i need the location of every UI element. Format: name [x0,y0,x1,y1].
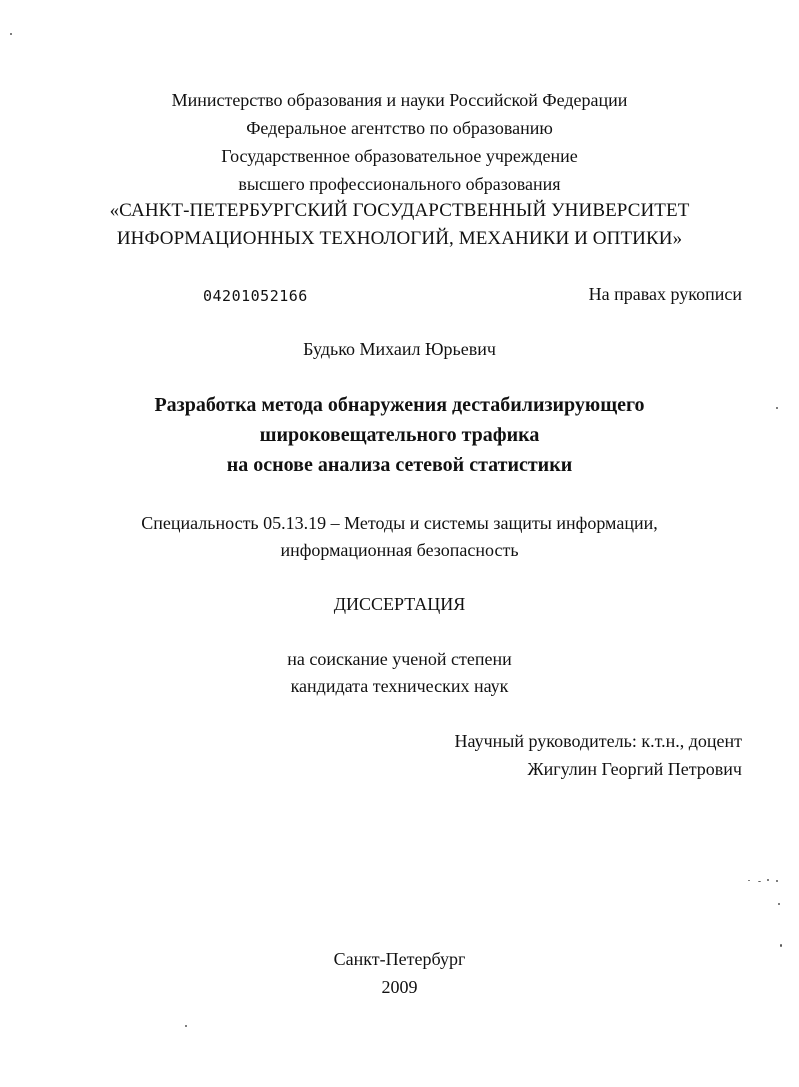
year: 2009 [381,977,418,997]
supervisor-line1: Научный руководитель: к.т.н., доцент [454,731,742,751]
scan-speck [776,880,778,882]
institution-line: Государственное образовательное учреждение [221,146,578,166]
education-level-line: высшего профессионального образования [238,174,561,194]
scan-speck [778,903,780,905]
agency-line: Федеральное агентство по образованию [246,118,553,138]
university-name-line2: ИНФОРМАЦИОННЫХ ТЕХНОЛОГИЙ, МЕХАНИКИ И ОПТИКИ» [116,228,683,249]
registry-code: 04201052166 [203,287,308,305]
scan-speck [748,880,750,881]
degree-line1: на соискание ученой степени [287,649,512,669]
author-name: Будько Михаил Юрьевич [303,339,496,359]
supervisor-line2: Жигулин Георгий Петрович [527,759,742,779]
scan-speck [780,944,782,947]
scan-speck [185,1025,187,1027]
scan-speck [10,33,12,35]
dissertation-title-line1: Разработка метода обнаружения дестабилизирующего [154,394,645,416]
city: Санкт-Петербург [333,949,466,969]
scan-speck [776,407,778,409]
dissertation-title-line2: широковещательного трафика [259,424,540,446]
ministry-line: Министерство образования и науки Российской Федерации [171,90,628,110]
specialty-line2: информационная безопасность [280,540,519,560]
scan-speck [758,881,761,882]
dissertation-title-line3: на основе анализа сетевой статистики [226,454,573,476]
document-type: ДИССЕРТАЦИЯ [333,594,466,614]
university-name-line1: «САНКТ-ПЕТЕРБУРГСКИЙ ГОСУДАРСТВЕННЫЙ УНИВЕРСИТЕТ [109,200,690,221]
degree-line2: кандидата технических наук [290,676,509,696]
specialty-line1: Специальность 05.13.19 – Методы и системы защиты информации, [141,513,658,533]
scan-speck [767,879,769,881]
manuscript-rights: На правах рукописи [588,284,742,304]
